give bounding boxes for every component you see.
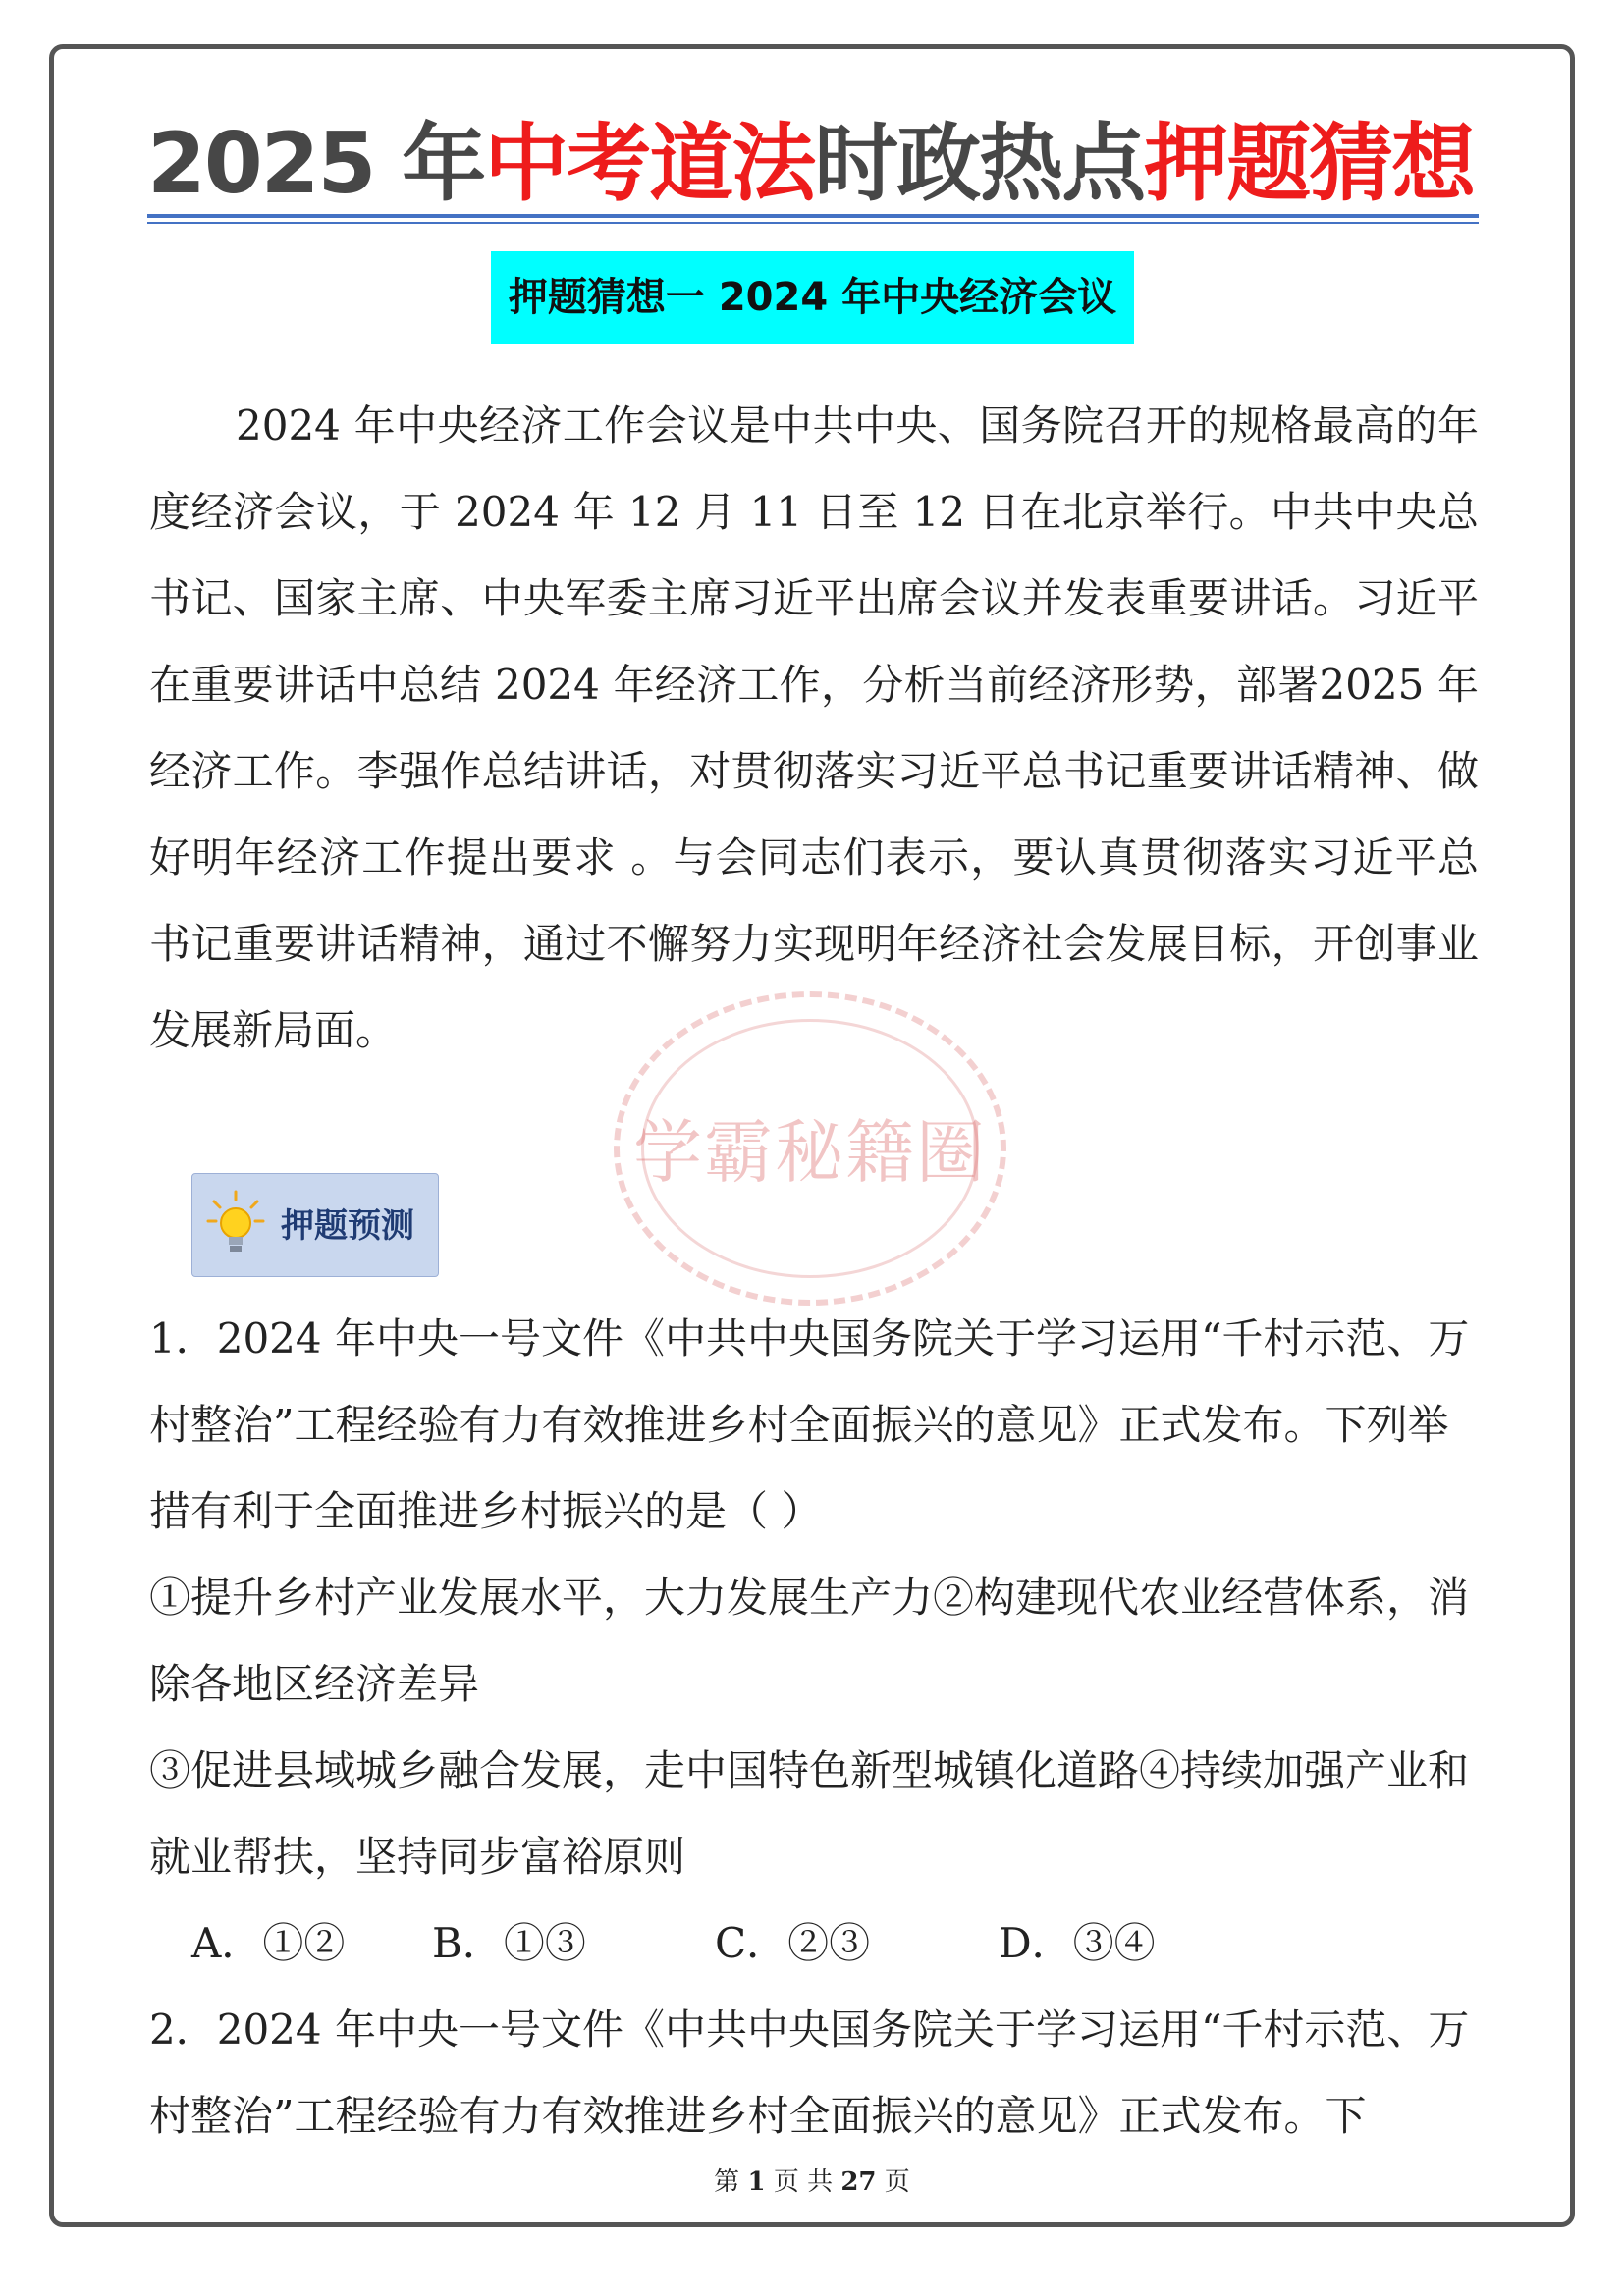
question-2 [149,1987,1479,2160]
choice-c: C．②③ [715,1919,871,1967]
page-title [147,110,1483,218]
section-heading: 押题猜想一 2024 年中央经济会议 [491,251,1134,344]
intro-paragraph: 2024 年中央经济工作会议是中共中央、国务院召开的规格最高的年度经济会议，于 2024 年 12 月 11 日至 12 日在北京举行。中共中央总书记、国家主席、中央军委主席习近平出席会议并发表重要讲话。习近平在重要讲话中总结 2024 年经济工作，分析当前经济形势，部署2025 年经济工作。李强作总结讲话，对贯彻落实习近平总书记重要讲话精神、做好明年经济工作提出要求 。与会同志们表示，要认真贯彻落实习近平总书记重要讲话精神，通过不懈努力实现明年经济社会发展目标，开创事业发展新局面。 [149,401,1479,1054]
watermark-stamp [614,991,1006,1306]
title-underline-thin [147,222,1479,224]
question-1-stem: 1．2024 年中央一号文件《中共中央国务院关于学习运用“千村示范、万村整治”工程经验有力有效推进乡村全面振兴的意见》正式发布。下列举措有利于全面推进乡村振兴的是（ ） [149,1314,1470,1535]
title-guess: 押题猜想 [1144,115,1475,213]
question-1-options-line-1: ①提升乡村产业发展水平，大力发展生产力②构建现代农业经营体系，消除各地区经济差异 [149,1574,1470,1708]
question-1-options-line-2: ③促进县域城乡融合发展，走中国特色新型城镇化道路④持续加强产业和就业帮扶，坚持同步富裕原则 [149,1746,1470,1881]
title-year: 2025 年 [147,115,485,213]
prediction-badge [191,1173,439,1277]
choice-d: D．③④ [999,1919,1156,1967]
footer-prefix: 第 [714,2167,740,2197]
page-footer [0,2164,1624,2200]
choice-a: A．①② [191,1919,346,1967]
choice-b: B．①③ [432,1919,586,1967]
question-1 [149,1296,1479,1900]
title-topic: 时政热点 [814,115,1145,213]
footer-suffix: 页 [884,2167,910,2197]
lightbulb-icon [206,1190,265,1262]
footer-page-number: 1 [747,2167,766,2197]
footer-total-pages: 27 [840,2167,877,2197]
watermark-text: 学霸秘籍圈 [633,1112,987,1193]
question-2-stem: 2．2024 年中央一号文件《中共中央国务院关于学习运用“千村示范、万村整治”工程经验有力有效推进乡村全面振兴的意见》正式发布。下 [149,2005,1470,2140]
badge-label: 押题预测 [281,1206,414,1246]
footer-middle: 页 共 [773,2167,834,2197]
title-underline [147,214,1479,218]
title-subject: 中考道法 [484,115,815,213]
